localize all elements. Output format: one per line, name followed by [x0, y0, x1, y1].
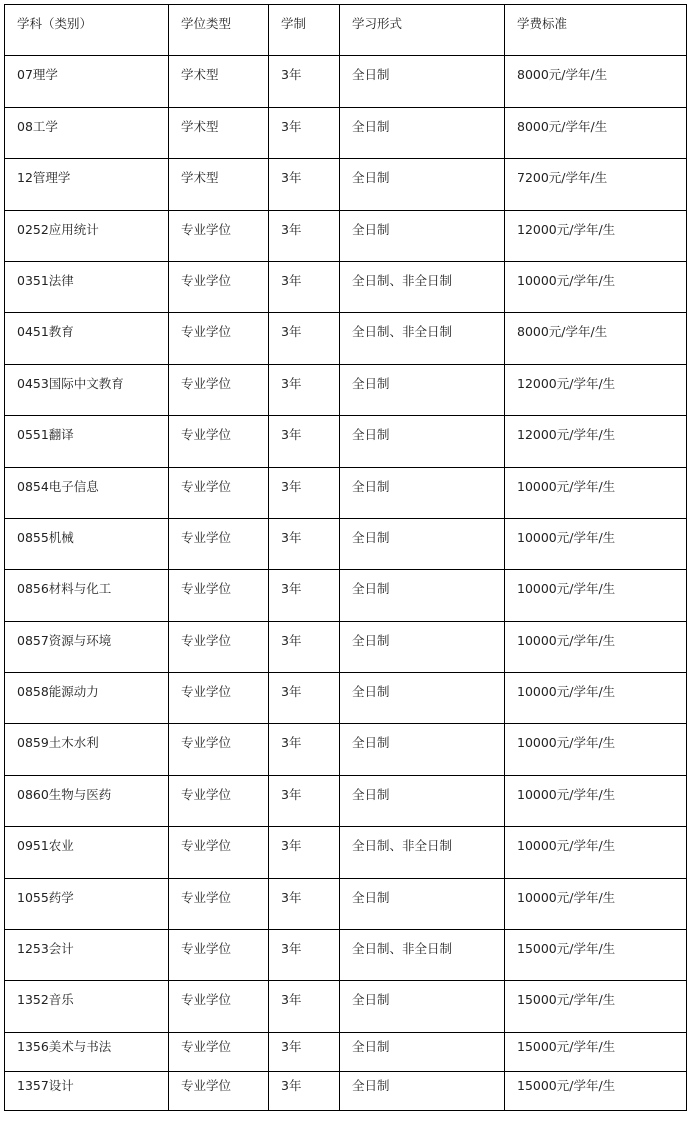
header-duration: 学制	[269, 5, 340, 56]
cell-discipline: 0252应用统计	[5, 210, 169, 261]
header-tuition: 学费标准	[505, 5, 687, 56]
cell-discipline: 1253会计	[5, 930, 169, 981]
cell-discipline: 0856材料与化工	[5, 570, 169, 621]
cell-duration: 3年	[269, 621, 340, 672]
table-row	[5, 56, 687, 107]
cell-discipline: 0551翻译	[5, 416, 169, 467]
cell-tuition: 15000元/学年/生	[505, 1032, 687, 1071]
table-header-row	[5, 5, 687, 56]
cell-duration: 3年	[269, 416, 340, 467]
cell-tuition: 12000元/学年/生	[505, 416, 687, 467]
cell-discipline: 0859土木水利	[5, 724, 169, 775]
cell-degree-type: 学术型	[169, 159, 269, 210]
cell-degree-type: 专业学位	[169, 261, 269, 312]
cell-degree-type: 专业学位	[169, 878, 269, 929]
cell-study-mode: 全日制	[340, 416, 505, 467]
table-row	[5, 930, 687, 981]
cell-discipline: 08工学	[5, 107, 169, 158]
header-degree-type: 学位类型	[169, 5, 269, 56]
cell-duration: 3年	[269, 570, 340, 621]
cell-study-mode: 全日制	[340, 775, 505, 826]
cell-degree-type: 专业学位	[169, 673, 269, 724]
cell-study-mode: 全日制、非全日制	[340, 930, 505, 981]
cell-duration: 3年	[269, 981, 340, 1032]
cell-degree-type: 专业学位	[169, 1032, 269, 1071]
cell-study-mode: 全日制	[340, 107, 505, 158]
cell-discipline: 0857资源与环境	[5, 621, 169, 672]
cell-duration: 3年	[269, 673, 340, 724]
table-row	[5, 878, 687, 929]
table-row	[5, 724, 687, 775]
cell-study-mode: 全日制	[340, 210, 505, 261]
cell-duration: 3年	[269, 261, 340, 312]
table-row	[5, 673, 687, 724]
table-row	[5, 621, 687, 672]
cell-tuition: 15000元/学年/生	[505, 981, 687, 1032]
cell-degree-type: 专业学位	[169, 1071, 269, 1110]
cell-duration: 3年	[269, 878, 340, 929]
table-row	[5, 1071, 687, 1110]
table-row	[5, 313, 687, 364]
cell-study-mode: 全日制、非全日制	[340, 827, 505, 878]
cell-discipline: 0951农业	[5, 827, 169, 878]
cell-tuition: 10000元/学年/生	[505, 570, 687, 621]
cell-degree-type: 专业学位	[169, 827, 269, 878]
cell-discipline: 0351法律	[5, 261, 169, 312]
cell-study-mode: 全日制	[340, 518, 505, 569]
cell-duration: 3年	[269, 159, 340, 210]
cell-study-mode: 全日制	[340, 570, 505, 621]
table-row	[5, 261, 687, 312]
cell-degree-type: 学术型	[169, 107, 269, 158]
cell-duration: 3年	[269, 1032, 340, 1071]
cell-discipline: 0451教育	[5, 313, 169, 364]
cell-degree-type: 专业学位	[169, 724, 269, 775]
cell-duration: 3年	[269, 467, 340, 518]
cell-degree-type: 专业学位	[169, 518, 269, 569]
fee-table-container	[4, 4, 686, 1111]
cell-degree-type: 学术型	[169, 56, 269, 107]
table-row	[5, 159, 687, 210]
cell-duration: 3年	[269, 313, 340, 364]
cell-tuition: 12000元/学年/生	[505, 364, 687, 415]
cell-tuition: 10000元/学年/生	[505, 673, 687, 724]
cell-study-mode: 全日制	[340, 724, 505, 775]
cell-duration: 3年	[269, 930, 340, 981]
cell-tuition: 8000元/学年/生	[505, 56, 687, 107]
cell-duration: 3年	[269, 1071, 340, 1110]
cell-tuition: 10000元/学年/生	[505, 261, 687, 312]
cell-tuition: 12000元/学年/生	[505, 210, 687, 261]
cell-duration: 3年	[269, 827, 340, 878]
cell-duration: 3年	[269, 724, 340, 775]
cell-discipline: 0855机械	[5, 518, 169, 569]
header-study-mode: 学习形式	[340, 5, 505, 56]
table-row	[5, 416, 687, 467]
table-row	[5, 467, 687, 518]
cell-study-mode: 全日制	[340, 878, 505, 929]
cell-study-mode: 全日制	[340, 981, 505, 1032]
cell-degree-type: 专业学位	[169, 621, 269, 672]
cell-degree-type: 专业学位	[169, 981, 269, 1032]
cell-duration: 3年	[269, 364, 340, 415]
table-row	[5, 210, 687, 261]
cell-degree-type: 专业学位	[169, 210, 269, 261]
cell-study-mode: 全日制、非全日制	[340, 261, 505, 312]
cell-discipline: 1356美术与书法	[5, 1032, 169, 1071]
cell-tuition: 10000元/学年/生	[505, 518, 687, 569]
cell-tuition: 15000元/学年/生	[505, 930, 687, 981]
cell-study-mode: 全日制	[340, 621, 505, 672]
cell-tuition: 10000元/学年/生	[505, 467, 687, 518]
cell-degree-type: 专业学位	[169, 313, 269, 364]
cell-discipline: 0858能源动力	[5, 673, 169, 724]
cell-study-mode: 全日制	[340, 1071, 505, 1110]
cell-tuition: 10000元/学年/生	[505, 724, 687, 775]
cell-duration: 3年	[269, 56, 340, 107]
cell-degree-type: 专业学位	[169, 930, 269, 981]
tuition-fee-table	[4, 4, 687, 1111]
table-row	[5, 364, 687, 415]
cell-study-mode: 全日制	[340, 467, 505, 518]
cell-discipline: 0860生物与医药	[5, 775, 169, 826]
cell-duration: 3年	[269, 107, 340, 158]
table-row	[5, 775, 687, 826]
cell-tuition: 7200元/学年/生	[505, 159, 687, 210]
cell-discipline: 1055药学	[5, 878, 169, 929]
cell-tuition: 8000元/学年/生	[505, 107, 687, 158]
cell-study-mode: 全日制、非全日制	[340, 313, 505, 364]
cell-duration: 3年	[269, 518, 340, 569]
cell-tuition: 8000元/学年/生	[505, 313, 687, 364]
cell-study-mode: 全日制	[340, 159, 505, 210]
cell-discipline: 1357设计	[5, 1071, 169, 1110]
cell-study-mode: 全日制	[340, 364, 505, 415]
cell-degree-type: 专业学位	[169, 775, 269, 826]
cell-study-mode: 全日制	[340, 673, 505, 724]
cell-degree-type: 专业学位	[169, 467, 269, 518]
cell-discipline: 0453国际中文教育	[5, 364, 169, 415]
cell-tuition: 10000元/学年/生	[505, 621, 687, 672]
header-discipline: 学科（类别）	[5, 5, 169, 56]
table-row	[5, 981, 687, 1032]
cell-degree-type: 专业学位	[169, 364, 269, 415]
cell-degree-type: 专业学位	[169, 416, 269, 467]
cell-tuition: 10000元/学年/生	[505, 878, 687, 929]
cell-duration: 3年	[269, 210, 340, 261]
cell-tuition: 10000元/学年/生	[505, 827, 687, 878]
cell-discipline: 0854电子信息	[5, 467, 169, 518]
cell-tuition: 15000元/学年/生	[505, 1071, 687, 1110]
cell-discipline: 12管理学	[5, 159, 169, 210]
cell-study-mode: 全日制	[340, 56, 505, 107]
cell-study-mode: 全日制	[340, 1032, 505, 1071]
cell-degree-type: 专业学位	[169, 570, 269, 621]
cell-tuition: 10000元/学年/生	[505, 775, 687, 826]
table-row	[5, 827, 687, 878]
table-row	[5, 518, 687, 569]
cell-duration: 3年	[269, 775, 340, 826]
table-row	[5, 570, 687, 621]
cell-discipline: 07理学	[5, 56, 169, 107]
table-row	[5, 107, 687, 158]
cell-discipline: 1352音乐	[5, 981, 169, 1032]
table-row	[5, 1032, 687, 1071]
